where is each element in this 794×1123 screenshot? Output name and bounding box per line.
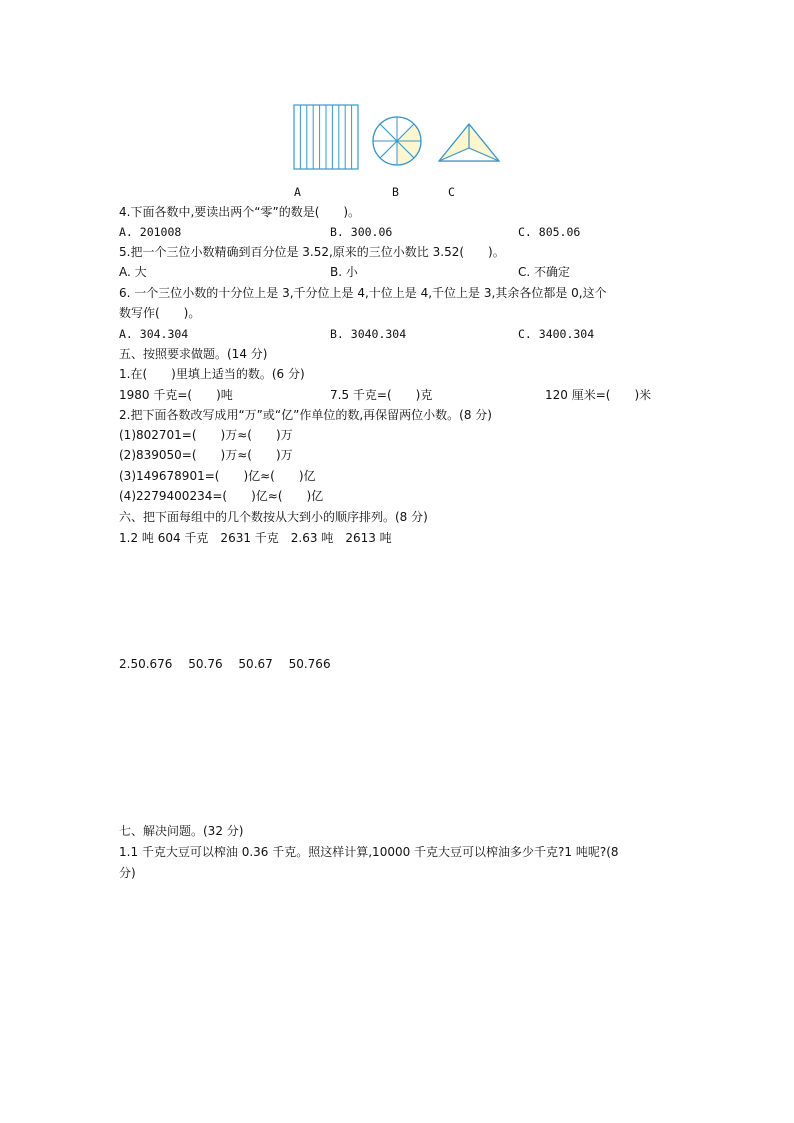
section5-q2-item: (1)802701=( )万≈( )万	[119, 428, 293, 442]
q5-option-b: B. 小	[330, 265, 358, 279]
section5-q2-item: (4)2279400234=( )亿≈( )亿	[119, 489, 324, 503]
q5-option-c: C. 不确定	[518, 265, 571, 279]
q6-option-a: A. 304.304	[119, 327, 189, 341]
section5-title: 五、按照要求做题。(14 分)	[119, 347, 268, 361]
section7-title: 七、解决问题。(32 分)	[119, 824, 244, 838]
section7-q1-line2: 分)	[119, 866, 136, 880]
section7-q1-line1: 1.1 千克大豆可以榨油 0.36 千克。照这样计算,10000 千克大豆可以榨油多少千克?1 吨呢?(8	[119, 845, 619, 859]
figure-label-b: B	[392, 185, 399, 199]
section5-q2-item: (2)839050=( )万≈( )万	[119, 448, 293, 462]
section6-title: 六、把下面每组中的几个数按从大到小的顺序排列。(8 分)	[119, 510, 428, 524]
section5-q1-c: 120 厘米=( )米	[545, 388, 652, 402]
figure-c-triangle	[437, 122, 501, 164]
q5-option-a: A. 大	[119, 265, 147, 279]
q4-option-c: C. 805.06	[518, 225, 581, 239]
q4-option-b: B. 300.06	[330, 225, 393, 239]
section6-group1: 1.2 吨 604 千克 2631 千克 2.63 吨 2613 吨	[119, 531, 392, 545]
section5-q2-item: (3)149678901=( )亿≈( )亿	[119, 469, 316, 483]
section5-q1-a: 1980 千克=( )吨	[119, 388, 233, 402]
q4-stem: 4.下面各数中,要读出两个“零”的数是( )。	[119, 205, 361, 219]
q5-stem: 5.把一个三位小数精确到百分位是 3.52,原来的三位小数比 3.52( )。	[119, 245, 505, 259]
figure-label-c: C	[448, 185, 455, 199]
section5-q1-b: 7.5 千克=( )克	[330, 388, 433, 402]
q4-option-a: A. 201008	[119, 225, 182, 239]
q6-stem-line2: 数写作( )。	[119, 306, 201, 320]
q6-stem-line1: 6. 一个三位小数的十分位上是 3,千分位上是 4,十位上是 4,千位上是 3,其余各位都是 0,这个	[119, 286, 607, 300]
figure-a-striped-square	[293, 104, 359, 170]
section5-q2-stem: 2.把下面各数改写成用“万”或“亿”作单位的数,再保留两位小数。(8 分)	[119, 408, 492, 422]
q6-option-b: B. 3040.304	[330, 327, 407, 341]
section6-group2: 2.50.676 50.76 50.67 50.766	[119, 657, 331, 671]
figure-label-a: A	[294, 185, 301, 199]
figure-b-divided-circle	[371, 115, 423, 167]
section5-q1-stem: 1.在( )里填上适当的数。(6 分)	[119, 367, 305, 381]
q6-option-c: C. 3400.304	[518, 327, 595, 341]
